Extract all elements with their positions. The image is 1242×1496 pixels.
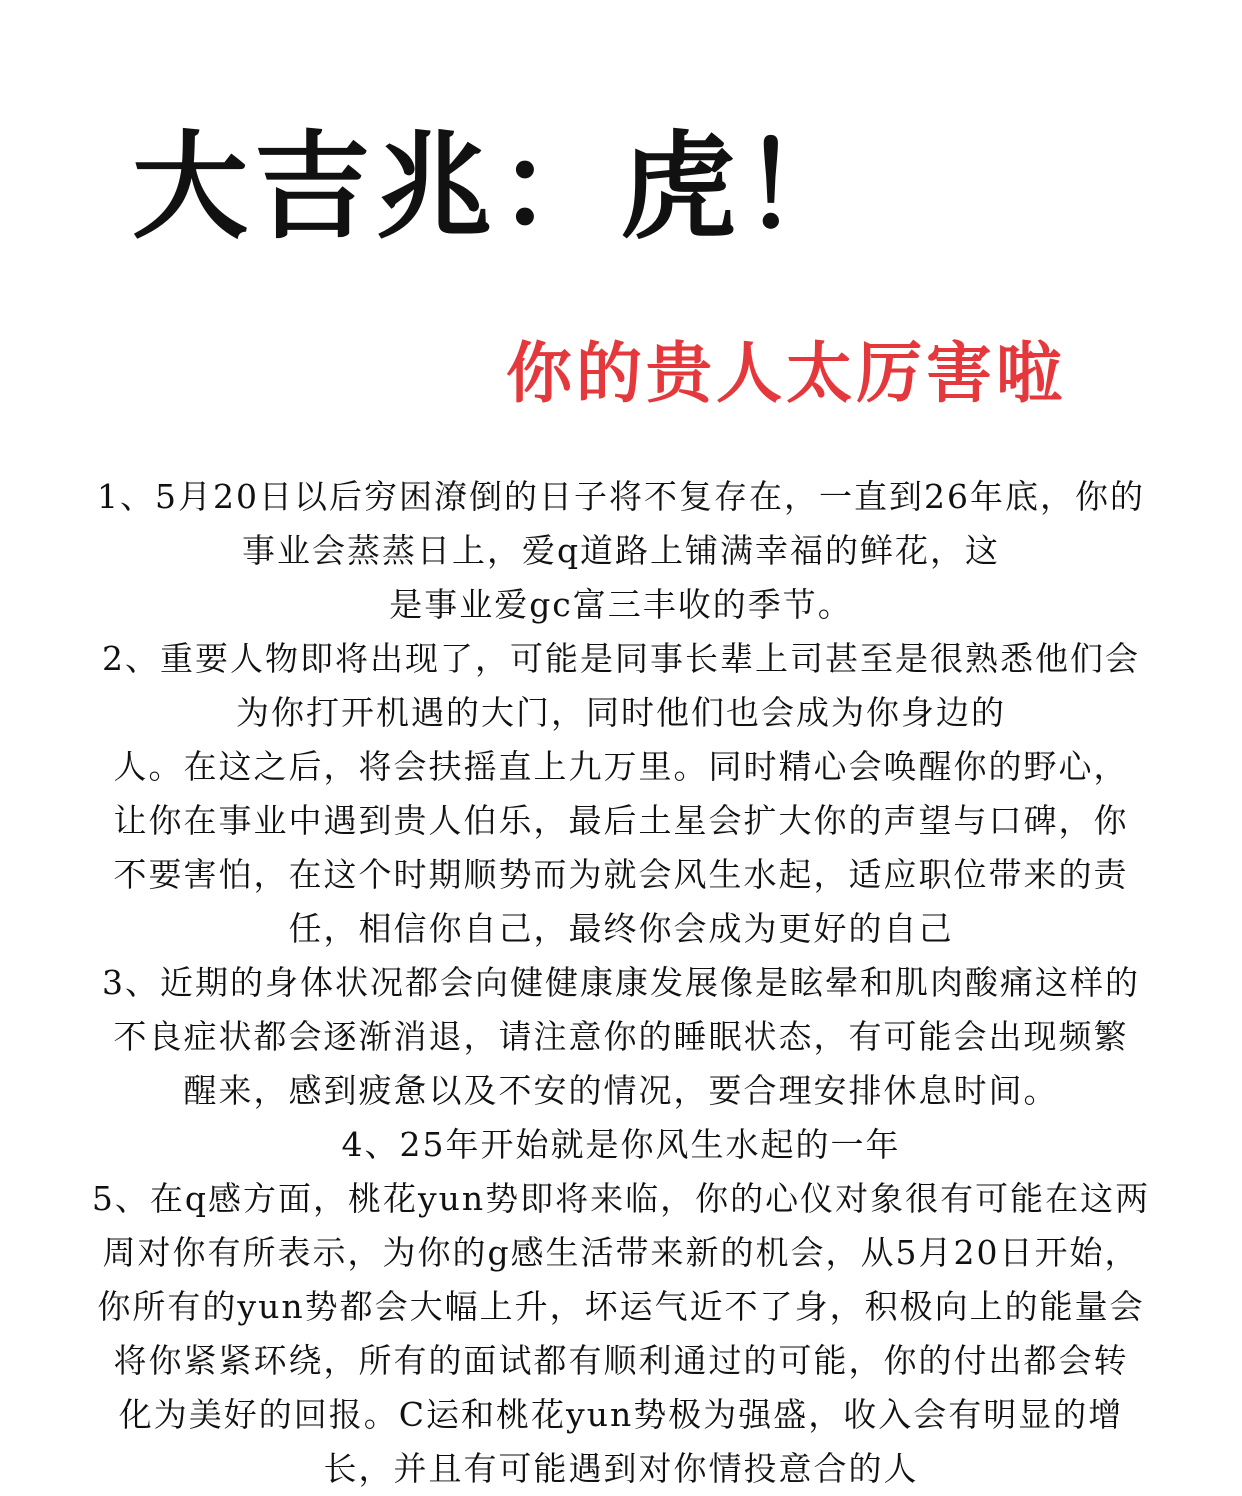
body-line: 是事业爱gc富三丰收的季节。 [389,585,853,624]
body-line: 化为美好的回报。C运和桃花yun势极为强盛，收入会有明显的增 [118,1395,1124,1434]
body-line: 事业会蒸蒸日上，爱q道路上铺满幸福的鲜花，这 [241,531,1001,570]
body-line: 不良症状都会逐渐消退，请注意你的睡眠状态，有可能会出现频繁 [113,1017,1129,1056]
body-line: 你所有的yun势都会大幅上升，坏运气近不了身，积极向上的能量会 [97,1287,1145,1326]
body-line: 醒来，感到疲惫以及不安的情况，要合理安排休息时间。 [183,1071,1059,1110]
body-line: 不要害怕，在这个时期顺势而为就会风生水起，适应职位带来的责 [113,855,1129,894]
body-line: 3、近期的身体状况都会向健健康康发展像是眩晕和肌肉酸痛这样的 [102,963,1140,1002]
body-line: 人。在这之后，将会扶摇直上九万里。同时精心会唤醒你的野心， [113,747,1129,786]
body-line: 周对你有所表示，为你的g感生活带来新的机会，从5月20日开始， [102,1233,1140,1272]
body-line: 2、重要人物即将出现了，可能是同事长辈上司甚至是很熟悉他们会 [102,639,1140,678]
body-line: 任，相信你自己，最终你会成为更好的自己 [288,909,954,948]
body-line: 1、5月20日以后穷困潦倒的日子将不复存在，一直到26年底，你的 [97,477,1145,516]
body-line: 5、在q感方面，桃花yun势即将来临，你的心仪对象很有可能在这两 [91,1179,1151,1218]
body-line: 将你紧紧环绕，所有的面试都有顺利通过的可能，你的付出都会转 [113,1341,1129,1380]
subtitle: 你的贵人太厉害啦 [506,334,1066,412]
main-title: 大吉兆：虎！ [132,120,864,255]
body-line: 4、25年开始就是你风生水起的一年 [341,1125,901,1164]
body-line: 为你打开机遇的大门，同时他们也会成为你身边的 [236,693,1006,732]
fortune-body [40,470,1202,1496]
body-line: 长，并且有可能遇到对你情投意合的人 [323,1449,919,1488]
body-line: 让你在事业中遇到贵人伯乐，最后土星会扩大你的声望与口碑，你 [113,801,1129,840]
